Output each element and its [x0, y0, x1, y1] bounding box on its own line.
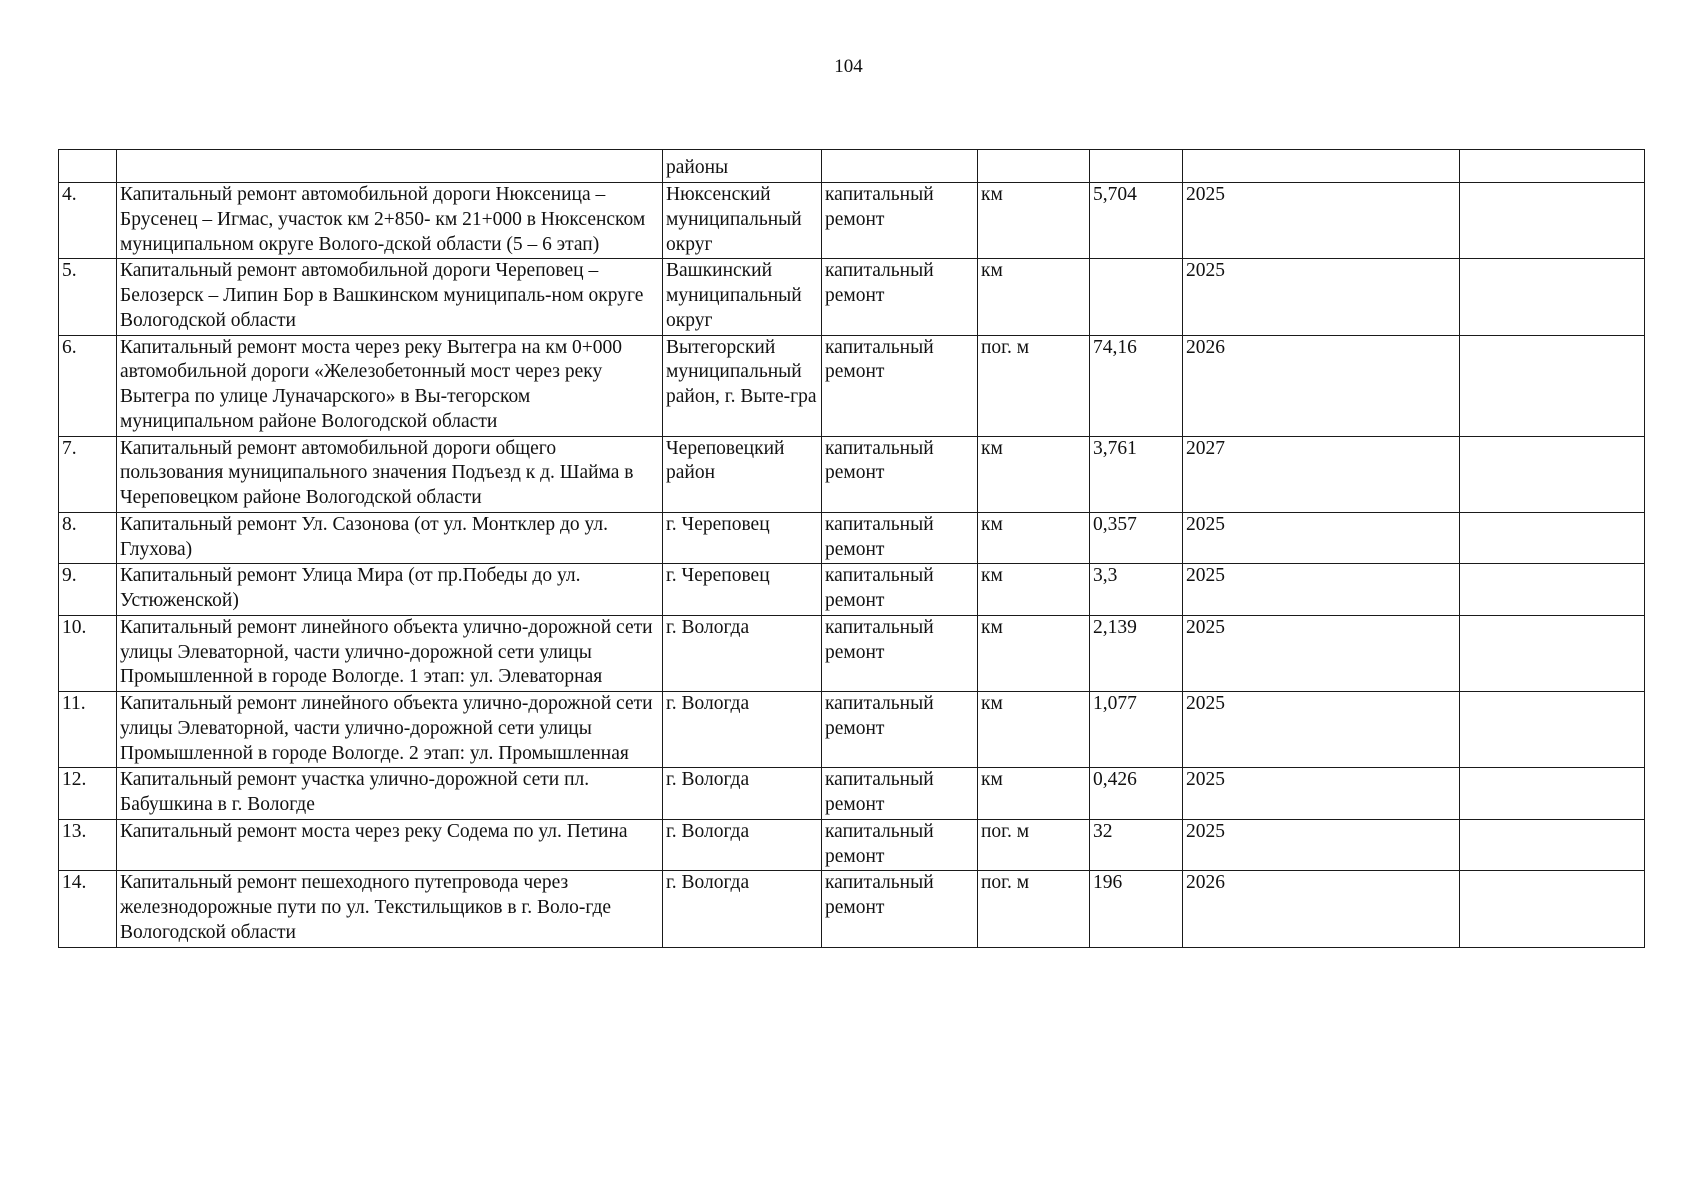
cell-number: 14.	[59, 871, 117, 947]
cell-object-name: Капитальный ремонт автомобильной дороги Нюксеница – Брусенец – Игмас, участок км 2+850- км 21+000 в Нюксенском муниципальном округе Волого-дской области (5 – 6 этап)	[117, 183, 663, 259]
cell-territory: г. Вологда	[663, 871, 822, 947]
cell-extra	[1460, 564, 1645, 616]
cell-quantity	[1090, 150, 1183, 183]
cell-number: 13.	[59, 819, 117, 871]
cell-extra	[1460, 871, 1645, 947]
table-row	[59, 183, 1645, 259]
cell-quantity: 2,139	[1090, 615, 1183, 691]
cell-unit: км	[978, 692, 1090, 768]
cell-work-type: капитальный ремонт	[822, 564, 978, 616]
table-row	[59, 768, 1645, 820]
cell-territory: районы	[663, 150, 822, 183]
cell-object-name: Капитальный ремонт автомобильной дороги Череповец – Белозерск – Липин Бор в Вашкинском муниципаль-ном округе Вологодской области	[117, 259, 663, 335]
cell-quantity: 3,761	[1090, 436, 1183, 512]
cell-quantity: 0,426	[1090, 768, 1183, 820]
cell-number: 5.	[59, 259, 117, 335]
cell-territory: Нюксенский муниципальный округ	[663, 183, 822, 259]
cell-quantity: 32	[1090, 819, 1183, 871]
cell-unit: пог. м	[978, 335, 1090, 436]
cell-year: 2025	[1183, 564, 1460, 616]
cell-year: 2025	[1183, 692, 1460, 768]
cell-year: 2025	[1183, 259, 1460, 335]
cell-territory: г. Вологда	[663, 768, 822, 820]
cell-unit: пог. м	[978, 871, 1090, 947]
table-row	[59, 564, 1645, 616]
cell-number: 7.	[59, 436, 117, 512]
cell-year: 2027	[1183, 436, 1460, 512]
cell-territory: Череповецкий район	[663, 436, 822, 512]
cell-extra	[1460, 819, 1645, 871]
cell-quantity: 0,357	[1090, 512, 1183, 564]
cell-work-type: капитальный ремонт	[822, 615, 978, 691]
cell-extra	[1460, 335, 1645, 436]
continuation-row	[59, 150, 1645, 183]
cell-object-name: Капитальный ремонт Ул. Сазонова (от ул. Монтклер до ул. Глухова)	[117, 512, 663, 564]
cell-work-type: капитальный ремонт	[822, 871, 978, 947]
cell-extra	[1460, 692, 1645, 768]
cell-number: 10.	[59, 615, 117, 691]
cell-work-type: капитальный ремонт	[822, 512, 978, 564]
cell-year: 2026	[1183, 335, 1460, 436]
table-row	[59, 871, 1645, 947]
cell-year: 2025	[1183, 615, 1460, 691]
cell-quantity: 5,704	[1090, 183, 1183, 259]
cell-territory: г. Вологда	[663, 819, 822, 871]
cell-unit: км	[978, 259, 1090, 335]
table-row	[59, 819, 1645, 871]
cell-number: 6.	[59, 335, 117, 436]
cell-territory: г. Вологда	[663, 692, 822, 768]
cell-extra	[1460, 259, 1645, 335]
cell-extra	[1460, 768, 1645, 820]
cell-object-name: Капитальный ремонт моста через реку Содема по ул. Петина	[117, 819, 663, 871]
table-row	[59, 615, 1645, 691]
cell-territory: г. Череповец	[663, 512, 822, 564]
cell-unit: км	[978, 615, 1090, 691]
cell-extra	[1460, 150, 1645, 183]
cell-unit	[978, 150, 1090, 183]
cell-object-name: Капитальный ремонт участка улично-дорожной сети пл. Бабушкина в г. Вологде	[117, 768, 663, 820]
cell-territory: г. Вологда	[663, 615, 822, 691]
cell-work-type: капитальный ремонт	[822, 436, 978, 512]
cell-year: 2025	[1183, 512, 1460, 564]
repair-objects-table	[58, 149, 1645, 948]
cell-object-name: Капитальный ремонт линейного объекта улично-дорожной сети улицы Элеваторной, части улично-дорожной сети улицы Промышленной в городе Вологде. 1 этап: ул. Элеваторная	[117, 615, 663, 691]
cell-quantity: 196	[1090, 871, 1183, 947]
cell-object-name: Капитальный ремонт пешеходного путепровода через железнодорожные пути по ул. Текстильщиков в г. Воло-где Вологодской области	[117, 871, 663, 947]
cell-unit: пог. м	[978, 819, 1090, 871]
cell-object-name: Капитальный ремонт Улица Мира (от пр.Победы до ул. Устюженской)	[117, 564, 663, 616]
table-row	[59, 692, 1645, 768]
cell-object-name: Капитальный ремонт автомобильной дороги общего пользования муниципального значения Подъезд к д. Шайма в Череповецком районе Вологодской области	[117, 436, 663, 512]
cell-year: 2025	[1183, 819, 1460, 871]
cell-object-name: Капитальный ремонт линейного объекта улично-дорожной сети улицы Элеваторной, части улично-дорожной сети улицы Промышленной в городе Вологде. 2 этап: ул. Промышленная	[117, 692, 663, 768]
cell-work-type: капитальный ремонт	[822, 768, 978, 820]
table-row	[59, 259, 1645, 335]
cell-work-type: капитальный ремонт	[822, 335, 978, 436]
cell-territory: Вытегорский муниципальный район, г. Выте-гра	[663, 335, 822, 436]
cell-unit: км	[978, 436, 1090, 512]
cell-number: 12.	[59, 768, 117, 820]
cell-number: 8.	[59, 512, 117, 564]
cell-unit: км	[978, 512, 1090, 564]
cell-number: 11.	[59, 692, 117, 768]
cell-work-type	[822, 150, 978, 183]
cell-object-name: Капитальный ремонт моста через реку Вытегра на км 0+000 автомобильной дороги «Железобетонный мост через реку Вытегра по улице Луначарского» в Вы-тегорском муниципальном районе Вологодской области	[117, 335, 663, 436]
table-row	[59, 335, 1645, 436]
cell-number	[59, 150, 117, 183]
page-number: 104	[834, 56, 863, 77]
cell-object-name	[117, 150, 663, 183]
cell-extra	[1460, 512, 1645, 564]
cell-unit: км	[978, 768, 1090, 820]
cell-quantity: 74,16	[1090, 335, 1183, 436]
cell-extra	[1460, 183, 1645, 259]
cell-quantity	[1090, 259, 1183, 335]
cell-territory: г. Череповец	[663, 564, 822, 616]
cell-quantity: 1,077	[1090, 692, 1183, 768]
cell-number: 9.	[59, 564, 117, 616]
table-row	[59, 512, 1645, 564]
cell-work-type: капитальный ремонт	[822, 259, 978, 335]
cell-year: 2025	[1183, 183, 1460, 259]
cell-number: 4.	[59, 183, 117, 259]
table-body	[59, 150, 1645, 948]
cell-quantity: 3,3	[1090, 564, 1183, 616]
cell-extra	[1460, 436, 1645, 512]
cell-year: 2025	[1183, 768, 1460, 820]
table-row	[59, 436, 1645, 512]
cell-work-type: капитальный ремонт	[822, 819, 978, 871]
cell-unit: км	[978, 183, 1090, 259]
cell-work-type: капитальный ремонт	[822, 692, 978, 768]
cell-year: 2026	[1183, 871, 1460, 947]
cell-extra	[1460, 615, 1645, 691]
cell-unit: км	[978, 564, 1090, 616]
cell-territory: Вашкинский муниципальный округ	[663, 259, 822, 335]
cell-work-type: капитальный ремонт	[822, 183, 978, 259]
cell-year	[1183, 150, 1460, 183]
